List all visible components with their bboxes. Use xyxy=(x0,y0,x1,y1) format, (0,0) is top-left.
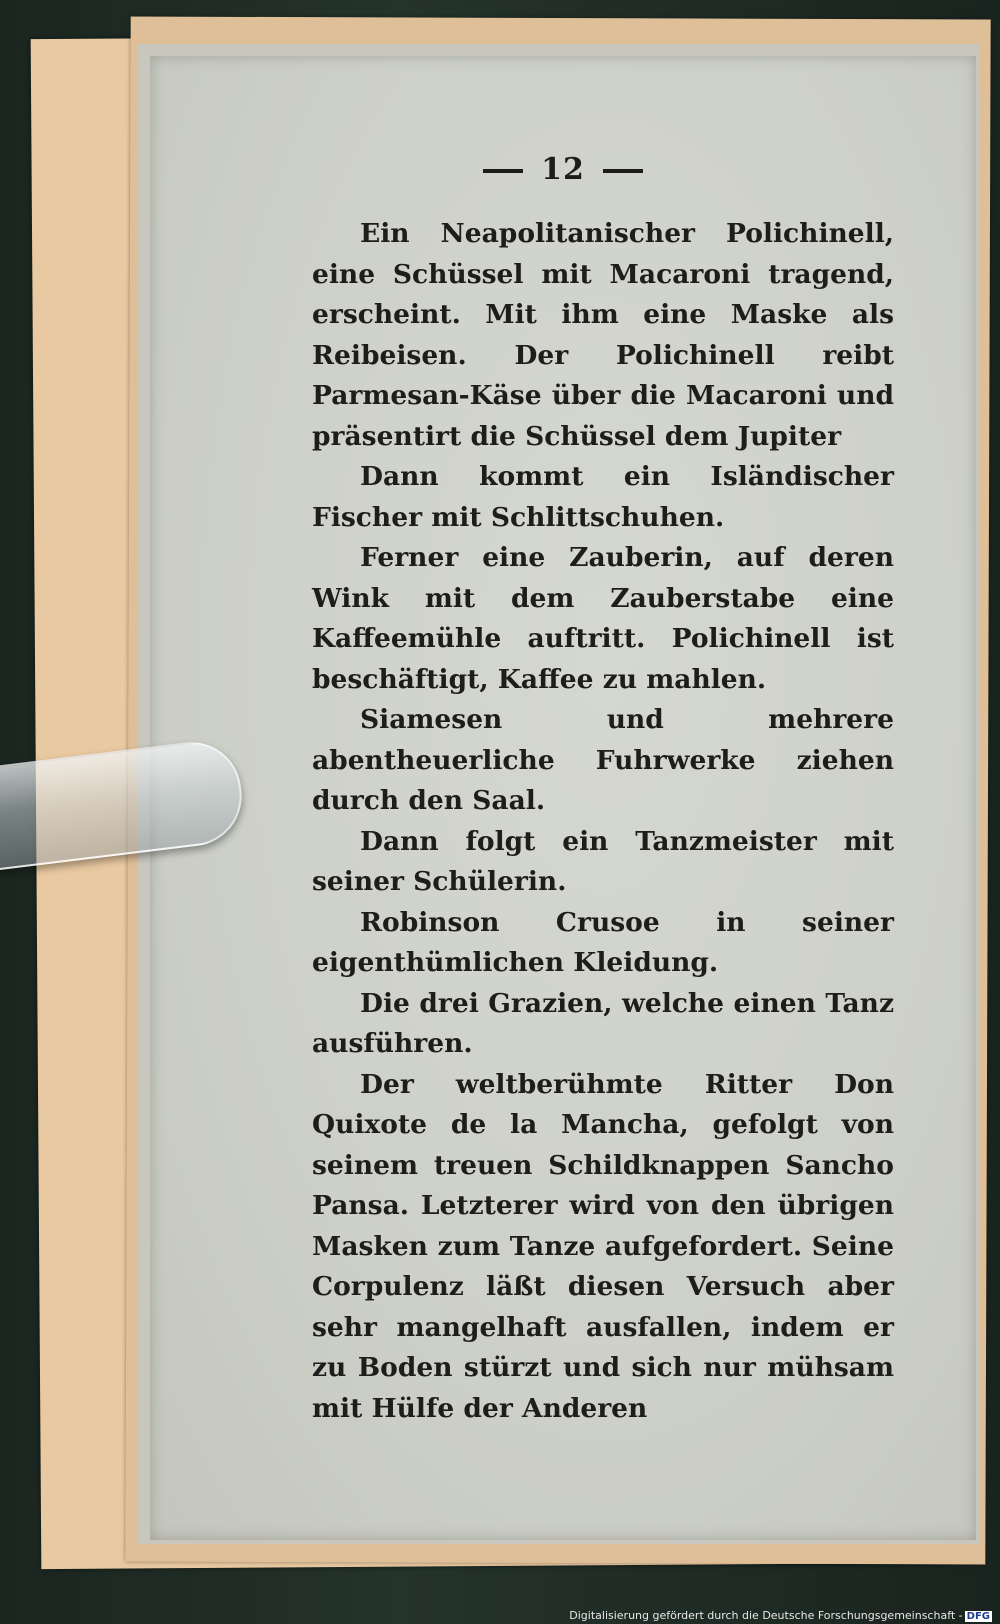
paragraph: Ferner eine Zauberin, auf deren Wink mit dem Zauberstabe eine Kaffeemühle auftritt. Polichinell ist beschäftigt, Kaffee zu mahlen. xyxy=(312,542,894,695)
header-dash-right xyxy=(603,169,643,173)
digitization-credit xyxy=(569,1609,992,1622)
page-header xyxy=(150,152,976,187)
paragraph: Dann folgt ein Tanzmeister mit seiner Schülerin. xyxy=(312,825,894,897)
paragraph: Dann kommt ein Isländischer Fischer mit Schlittschuhen. xyxy=(312,461,894,533)
paragraph: Ein Neapolitanischer Polichinell, eine Schüssel mit Macaroni tragend, erscheint. Mit ihm eine Maske als Reibeisen. Der Polichinell reibt Parmesan-Käse über die Macaroni und präsentirt die Schüssel dem Jupiter xyxy=(312,218,894,452)
dfg-logo: DFG xyxy=(966,1611,990,1622)
paragraph: Siamesen und mehrere abentheuerliche Fuhrwerke ziehen durch den Saal. xyxy=(312,704,894,816)
paragraph: Die drei Grazien, welche einen Tanz ausführen. xyxy=(312,987,894,1059)
paragraph: Der weltberühmte Ritter Don Quixote de la Mancha, gefolgt von seinem treuen Schildknappen Sancho Pansa. Letzterer wird von den übrigen Masken zum Tanze aufgefordert. Seine Corpulenz läßt diesen Versuch aber sehr mangelhaft ausfallen, indem er zu Boden stürzt und sich nur mühsam mit Hülfe der Anderen xyxy=(312,1068,894,1424)
credit-text: Digitalisierung gefördert durch die Deutsche Forschungsgemeinschaft - xyxy=(569,1609,963,1622)
page-number: 12 xyxy=(541,152,585,187)
page-body-text xyxy=(312,214,894,1429)
header-dash-left xyxy=(483,169,523,173)
paragraph: Robinson Crusoe in seiner eigenthümlichen Kleidung. xyxy=(312,906,894,978)
